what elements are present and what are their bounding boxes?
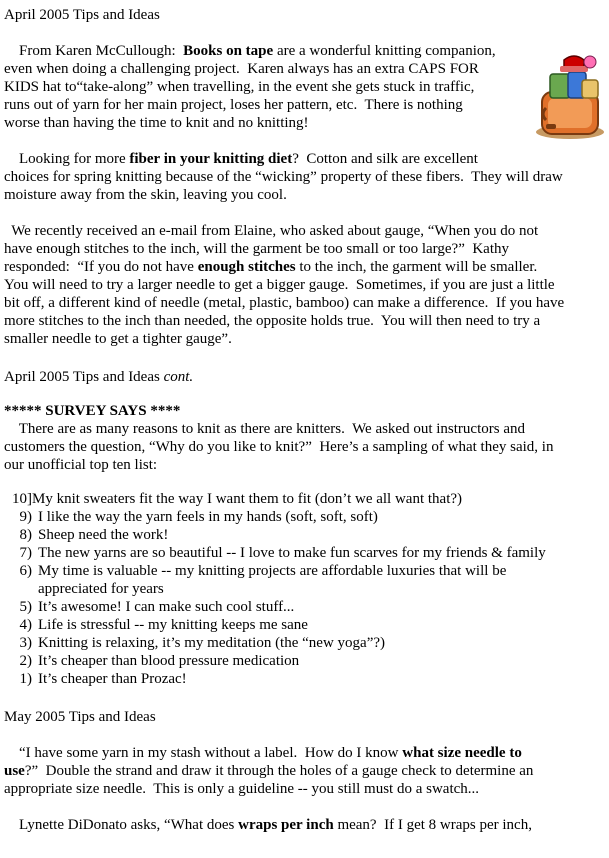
text-line: KIDS hat to“take-along” when travelling, in the event she gets stuck in traffic, xyxy=(4,79,475,95)
list-item xyxy=(12,616,546,634)
list-text-line: appreciated for years xyxy=(38,581,164,597)
list-number: 8) xyxy=(19,527,32,543)
list-text xyxy=(38,526,168,544)
text-line: Lynette DiDonato asks, “What does wraps per inch mean? If I get 8 wraps per inch, xyxy=(4,817,532,833)
heading-april-2005-cont xyxy=(4,368,193,386)
list-text-line: It’s cheaper than Prozac! xyxy=(38,671,187,687)
list-text-line: It’s awesome! I can make such cool stuff... xyxy=(38,599,295,615)
list-number: 7) xyxy=(19,545,32,561)
bold-phrase: wraps per inch xyxy=(238,817,334,833)
list-text-line: My knit sweaters fit the way I want them to fit (don’t we all want that?) xyxy=(32,491,463,507)
heading-may-2005: May 2005 Tips and Ideas xyxy=(4,709,156,725)
list-text xyxy=(38,652,299,670)
list-text-line: Knitting is relaxing, it’s my meditation (the “new yoga”?) xyxy=(38,635,385,651)
list-text-line: My time is valuable -- my knitting projects are affordable luxuries that will be xyxy=(38,563,507,579)
suitcase-clipart xyxy=(530,52,608,140)
text-line: our unofficial top ten list: xyxy=(4,457,158,473)
text-line: more stitches to the inch than needed, the opposite holds true. You will then need to try a xyxy=(4,313,541,329)
text-line: worse than having the time to knit and no knitting! xyxy=(4,115,309,131)
list-text xyxy=(38,562,506,598)
bold-phrase: what size needle to xyxy=(402,745,522,761)
list-item xyxy=(12,598,546,616)
list-number: 4) xyxy=(19,617,32,633)
list-item xyxy=(12,652,546,670)
list-text xyxy=(32,490,462,508)
list-text xyxy=(38,670,187,688)
list-number: 3) xyxy=(19,635,32,651)
list-text-line: The new yarns are so beautiful -- I love to make fun scarves for my friends & family xyxy=(38,545,546,561)
list-text-line: Life is stressful -- my knitting keeps me sane xyxy=(38,617,308,633)
bold-phrase: use xyxy=(4,763,25,779)
list-item xyxy=(12,544,546,562)
text-line: We recently received an e-mail from Elaine, who asked about gauge, “When you do not xyxy=(4,223,539,239)
paragraph-fiber-diet xyxy=(4,150,563,204)
text-line: bit off, a different kind of needle (metal, plastic, bamboo) can make a difference. If you have xyxy=(4,295,565,311)
bold-phrase: fiber in your knitting diet xyxy=(129,151,293,167)
list-text-line: Sheep need the work! xyxy=(38,527,169,543)
heading-april-2005: April 2005 Tips and Ideas xyxy=(4,7,160,23)
list-number: 1) xyxy=(19,671,32,687)
survey-title: ***** SURVEY SAYS **** xyxy=(4,403,181,419)
text-line: There are as many reasons to knit as there are knitters. We asked out instructors and xyxy=(4,421,525,437)
text-line: moisture away from the skin, leaving you cool. xyxy=(4,187,287,203)
text-line: customers the question, “Why do you like to knit?” Here’s a sampling of what they said, in xyxy=(4,439,554,455)
heading-cont-italic: cont. xyxy=(163,369,194,385)
list-item xyxy=(12,526,546,544)
list-number: 6) xyxy=(19,563,32,579)
list-item xyxy=(12,508,546,526)
bold-phrase: Books on tape xyxy=(183,43,274,59)
text-line: responded: “If you do not have enough stitches to the inch, the garment will be smaller. xyxy=(4,259,538,275)
paragraph-books-on-tape xyxy=(4,42,496,132)
text-line: runs out of yarn for her main project, loses her pattern, etc. There is nothing xyxy=(4,97,463,113)
paragraph-survey-intro xyxy=(4,420,553,474)
list-text xyxy=(38,508,378,526)
list-text xyxy=(38,598,294,616)
text-line: Looking for more fiber in your knitting diet? Cotton and silk are excellent xyxy=(4,151,478,167)
text-line: choices for spring knitting because of the “wicking” property of these fibers. They will draw xyxy=(4,169,563,185)
text-line: From Karen McCullough: Books on tape are a wonderful knitting companion, xyxy=(4,43,496,59)
top-ten-list xyxy=(12,490,546,688)
text-line: use?” Double the strand and draw it through the holes of a gauge check to determine an xyxy=(4,763,534,779)
text-line: smaller needle to get a tighter gauge”. xyxy=(4,331,232,347)
list-text xyxy=(38,544,546,562)
list-item xyxy=(12,634,546,652)
list-number: 9) xyxy=(19,509,32,525)
bold-phrase: enough stitches xyxy=(197,259,296,275)
text-line: You will need to try a larger needle to get a bigger gauge. Sometimes, if you are just a little xyxy=(4,277,555,293)
text-line: even when doing a challenging project. Karen always has an extra CAPS FOR xyxy=(4,61,479,77)
list-item xyxy=(12,562,546,598)
list-text-line: It’s cheaper than blood pressure medication xyxy=(38,653,300,669)
text-line: appropriate size needle. This is only a guideline -- you still must do a swatch... xyxy=(4,781,480,797)
paragraph-wraps-per-inch xyxy=(4,816,532,834)
text-line: have enough stitches to the inch, will the garment be too small or too large?” Kathy xyxy=(4,241,510,257)
list-item xyxy=(12,670,546,688)
paragraph-gauge-question xyxy=(4,222,564,348)
text-line: “I have some yarn in my stash without a label. How do I know what size needle to xyxy=(4,745,522,761)
heading-text: April 2005 Tips and Ideas xyxy=(4,369,164,385)
paragraph-needle-size xyxy=(4,744,533,798)
list-item xyxy=(12,490,546,508)
list-text-line: I like the way the yarn feels in my hands (soft, soft, soft) xyxy=(38,509,378,525)
list-number: 5) xyxy=(19,599,32,615)
list-number: 2) xyxy=(19,653,32,669)
list-text xyxy=(38,634,385,652)
list-number: 10] xyxy=(12,491,32,507)
list-text xyxy=(38,616,308,634)
